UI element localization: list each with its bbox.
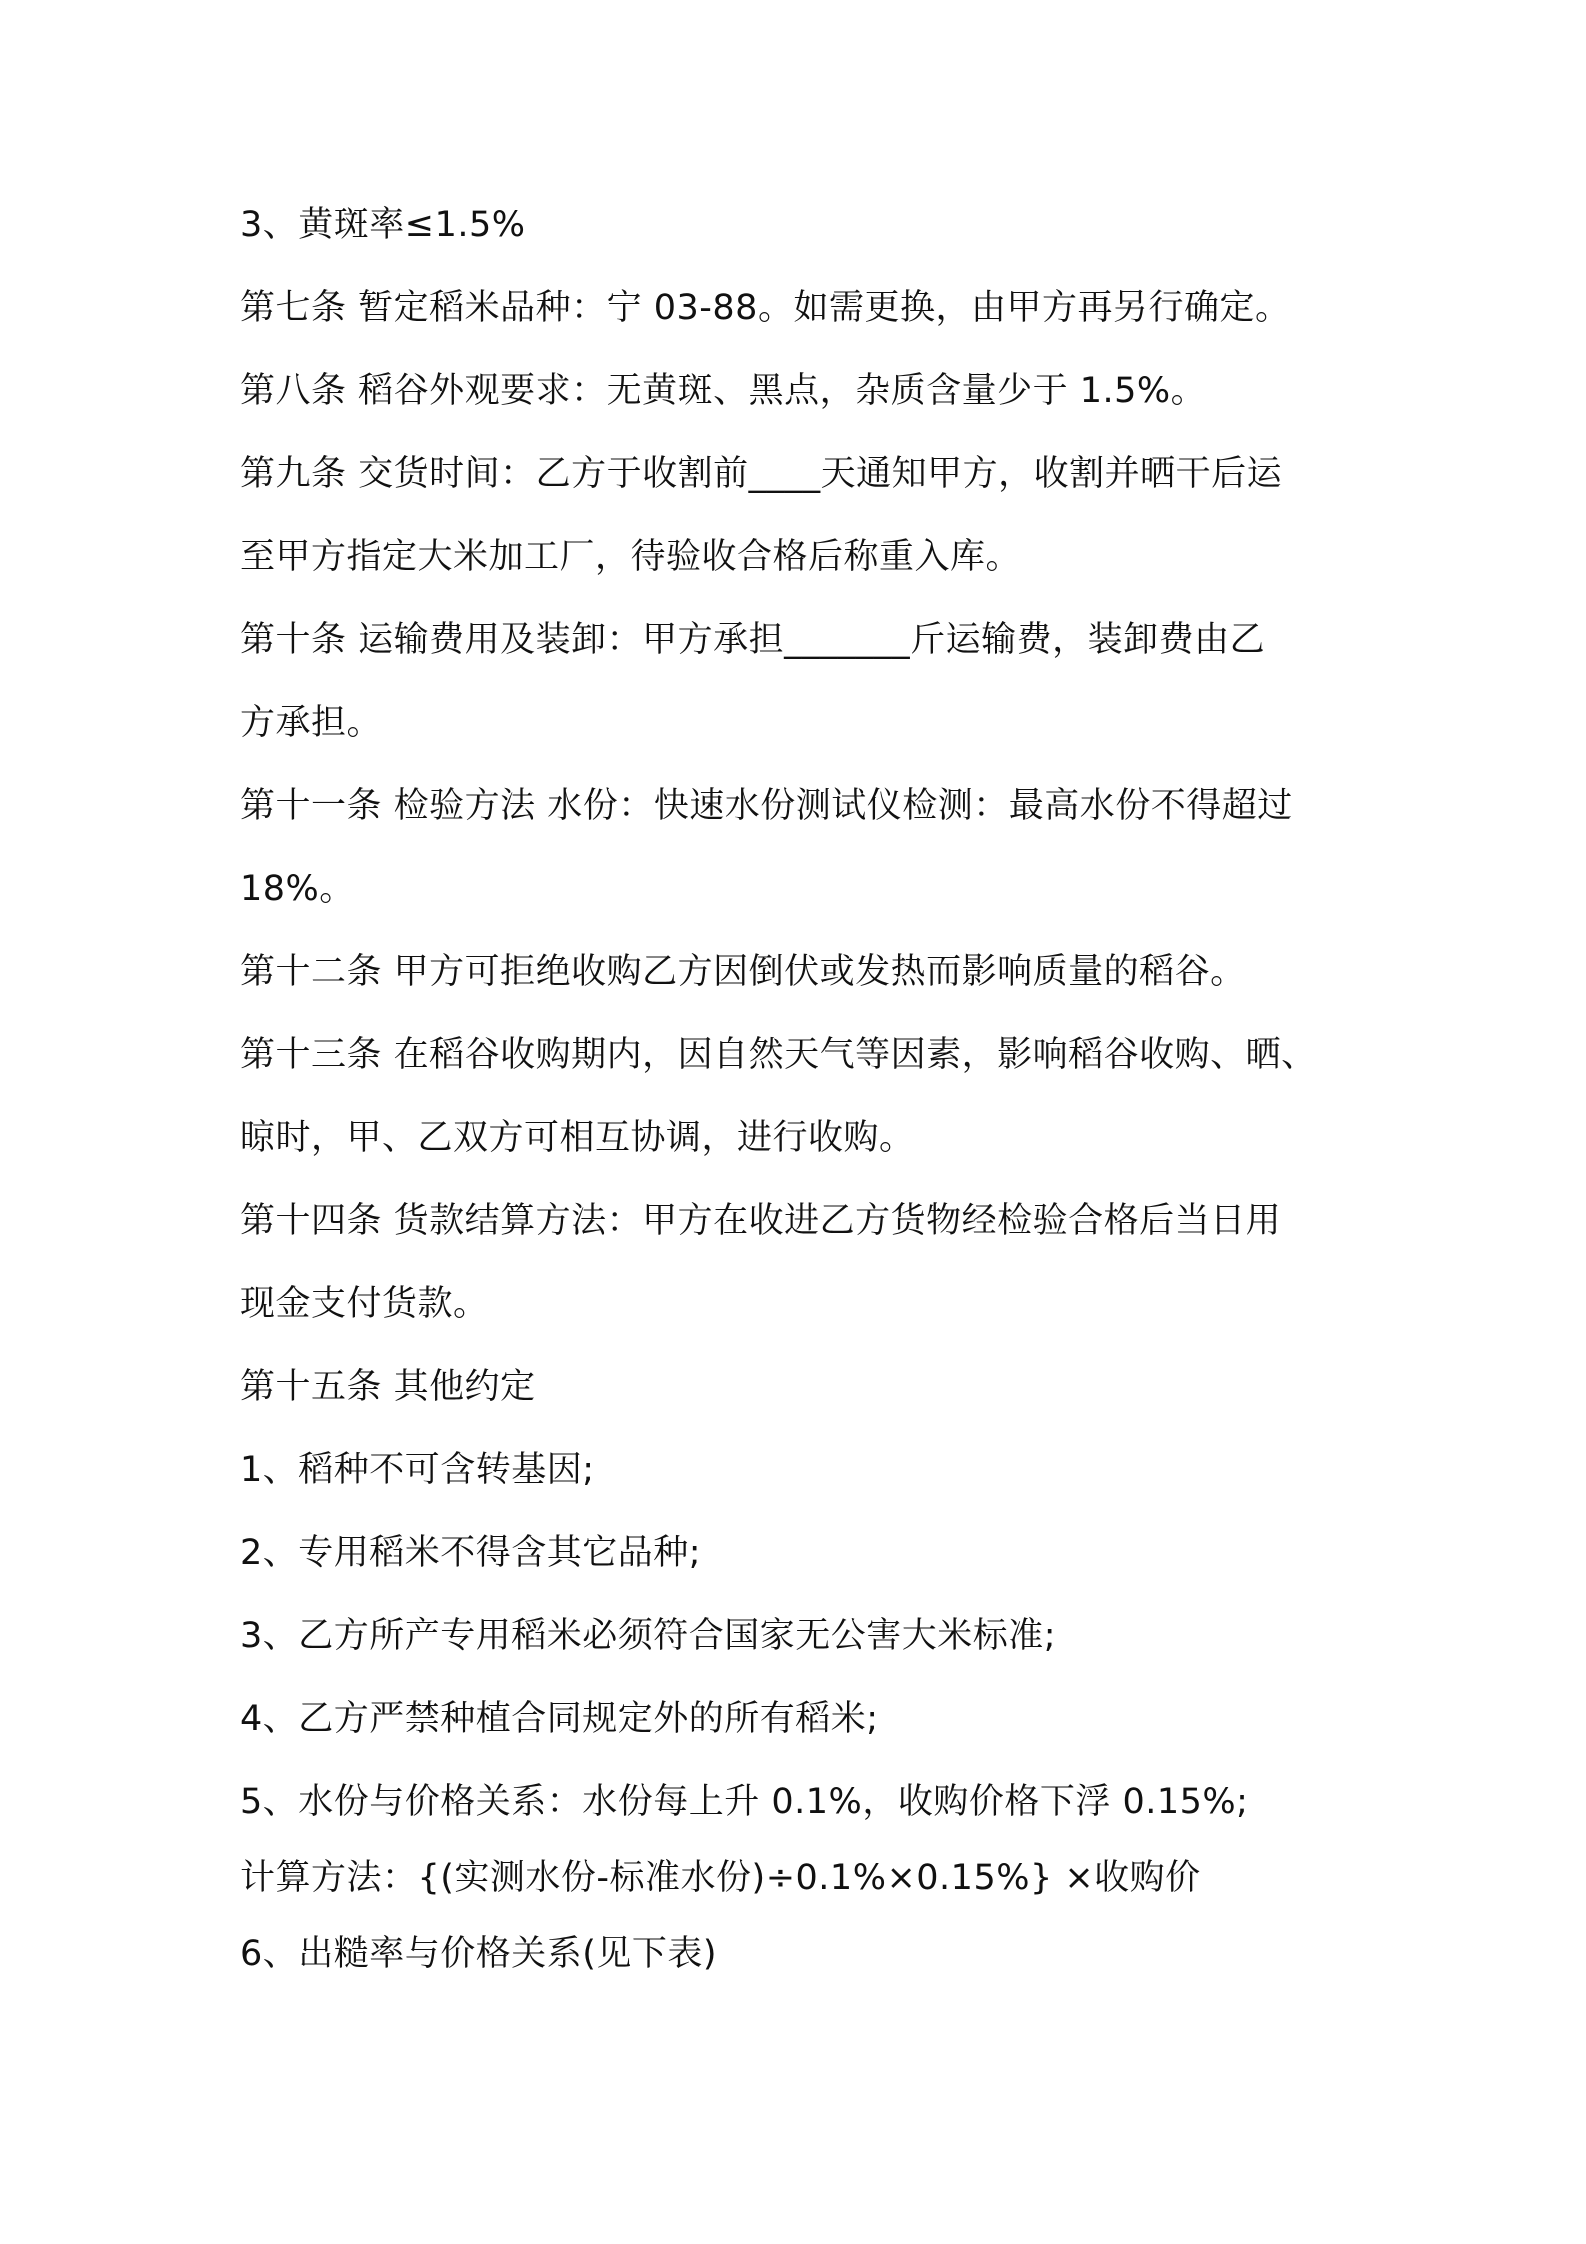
text-line: 计算方法：{(实测水份-标准水份)÷0.1%×0.15%} ×收购价 [240, 1858, 1201, 1898]
text-line: 4、乙方严禁种植合同规定外的所有稻米; [240, 1699, 879, 1739]
text-line: 2、专用稻米不得含其它品种; [240, 1533, 702, 1573]
document-body [240, 200, 1370, 2012]
text-line: 第十一条 检验方法 水份：快速水份测试仪检测：最高水份不得超过 [240, 786, 1293, 826]
text-line: 18%。 [240, 869, 355, 909]
text-line: 6、出糙率与价格关系(见下表) [240, 1934, 718, 1974]
text-line: 方承担。 [240, 703, 383, 743]
text-line: 1、稻种不可含转基因; [240, 1450, 595, 1490]
text-line: 第八条 稻谷外观要求：无黄斑、黑点，杂质含量少于 1.5%。 [240, 371, 1207, 411]
text-line: 第十条 运输费用及装卸：甲方承担_______斤运输费，装卸费由乙 [240, 620, 1266, 660]
text-line: 3、乙方所产专用稻米必须符合国家无公害大米标准; [240, 1616, 1057, 1656]
text-line: 第七条 暂定稻米品种：宁 03-88。如需更换，由甲方再另行确定。 [240, 288, 1291, 328]
text-line: 至甲方指定大米加工厂，待验收合格后称重入库。 [240, 537, 1022, 577]
text-line: 第九条 交货时间：乙方于收割前____天通知甲方，收割并晒干后运 [240, 454, 1283, 494]
text-line: 3、黄斑率≤1.5% [240, 205, 526, 245]
text-line: 晾时，甲、乙双方可相互协调，进行收购。 [240, 1118, 915, 1158]
text-line: 现金支付货款。 [240, 1284, 489, 1324]
text-line: 第十二条 甲方可拒绝收购乙方因倒伏或发热而影响质量的稻谷。 [240, 952, 1246, 992]
text-line: 第十三条 在稻谷收购期内，因自然天气等因素，影响稻谷收购、晒、 [240, 1035, 1317, 1075]
text-line: 第十五条 其他约定 [240, 1367, 536, 1407]
text-line: 5、水份与价格关系：水份每上升 0.1%，收购价格下浮 0.15%; [240, 1782, 1249, 1822]
text-line: 第十四条 货款结算方法：甲方在收进乙方货物经检验合格后当日用 [240, 1201, 1282, 1241]
